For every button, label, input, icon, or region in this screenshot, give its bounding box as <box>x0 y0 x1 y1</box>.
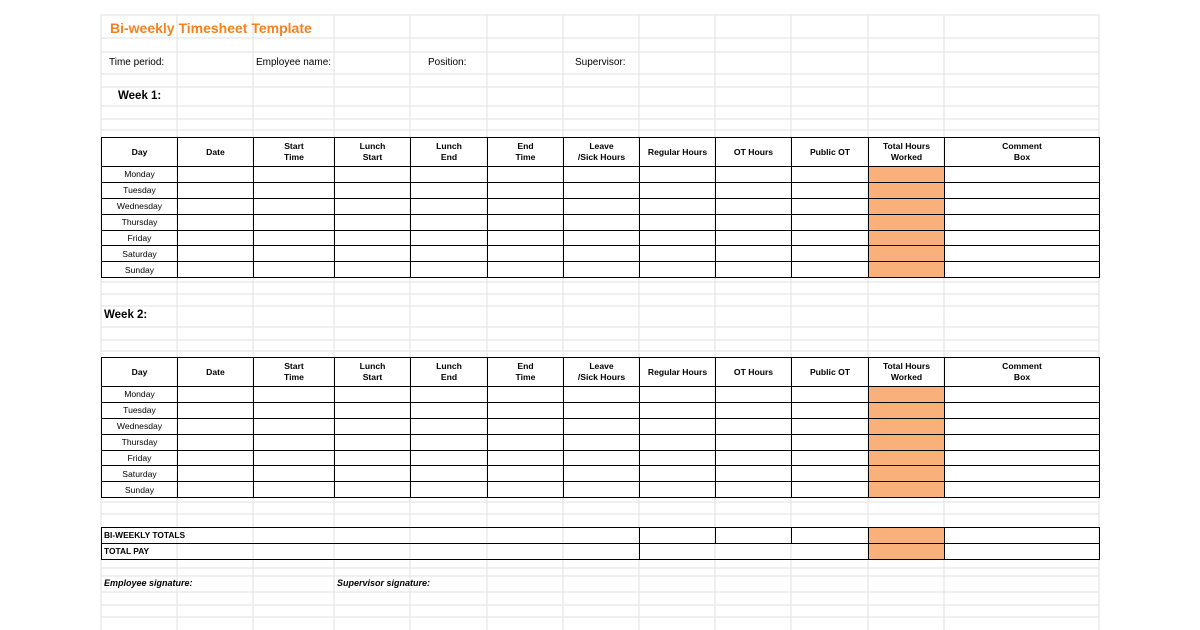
entry-cell-ot-hours[interactable] <box>716 418 792 434</box>
entry-cell-public-ot[interactable] <box>792 182 869 198</box>
entry-cell-lunch-end[interactable] <box>411 482 488 498</box>
entry-cell-lunch-end[interactable] <box>411 387 488 403</box>
entry-cell-lunch-end[interactable] <box>411 402 488 418</box>
entry-cell-lunch-start[interactable] <box>335 262 411 278</box>
entry-cell-start-time[interactable] <box>254 402 335 418</box>
column-header-line-1: Date <box>206 146 225 157</box>
entry-cell-ot-hours[interactable] <box>716 246 792 262</box>
entry-cell-ot-hours[interactable] <box>716 402 792 418</box>
column-header-line-1: Total Hours <box>882 361 931 371</box>
column-header-lunch-start <box>335 358 411 387</box>
column-header-line-2: End <box>440 152 458 162</box>
column-header-start-time <box>254 358 335 387</box>
employee-name-label: Employee name: <box>256 57 332 68</box>
column-header-day <box>102 138 178 167</box>
entry-cell-date[interactable] <box>178 482 254 498</box>
total-pay-comment-cell[interactable] <box>945 543 1100 559</box>
entry-cell-lunch-end[interactable] <box>411 167 488 183</box>
entry-cell-leave-sick-hours[interactable] <box>564 262 640 278</box>
employee-signature-label: Employee signature: <box>104 578 193 588</box>
entry-cell-regular-hours[interactable] <box>640 434 716 450</box>
entry-cell-regular-hours[interactable] <box>640 198 716 214</box>
public-ot-total-cell[interactable] <box>792 528 869 544</box>
entry-cell-lunch-start[interactable] <box>335 387 411 403</box>
entry-cell-lunch-end[interactable] <box>411 434 488 450</box>
entry-cell-regular-hours[interactable] <box>640 262 716 278</box>
entry-cell-public-ot[interactable] <box>792 167 869 183</box>
column-header-ot-hours <box>716 138 792 167</box>
table-row <box>102 402 1100 418</box>
column-header-line-2: Box <box>1013 152 1031 162</box>
entry-cell-lunch-start[interactable] <box>335 450 411 466</box>
day-cell: Monday <box>102 387 178 403</box>
entry-cell-comment-box[interactable] <box>945 434 1100 450</box>
table-row <box>102 214 1100 230</box>
entry-cell-total-hours-worked[interactable] <box>869 450 945 466</box>
column-header-line-2: Start <box>362 372 383 382</box>
entry-cell-date[interactable] <box>178 418 254 434</box>
entry-cell-total-hours-worked[interactable] <box>869 198 945 214</box>
entry-cell-start-time[interactable] <box>254 246 335 262</box>
entry-cell-regular-hours[interactable] <box>640 167 716 183</box>
page-title: Bi-weekly Timesheet Template <box>110 20 312 36</box>
entry-cell-ot-hours[interactable] <box>716 182 792 198</box>
totals-table <box>101 527 1100 560</box>
week-2-label: Week 2: <box>104 309 148 321</box>
supervisor-signature-label: Supervisor signature: <box>337 578 431 588</box>
column-header-line-2: /Sick Hours <box>577 152 626 162</box>
entry-cell-total-hours-worked[interactable] <box>869 418 945 434</box>
entry-cell-public-ot[interactable] <box>792 214 869 230</box>
column-header-line-2: Worked <box>890 152 923 162</box>
entry-cell-date[interactable] <box>178 167 254 183</box>
entry-cell-lunch-start[interactable] <box>335 482 411 498</box>
entry-cell-ot-hours[interactable] <box>716 230 792 246</box>
week-1-table <box>101 137 1100 278</box>
entry-cell-leave-sick-hours[interactable] <box>564 182 640 198</box>
day-cell: Saturday <box>102 246 178 262</box>
entry-cell-lunch-start[interactable] <box>335 434 411 450</box>
day-cell: Friday <box>102 230 178 246</box>
entry-cell-public-ot[interactable] <box>792 262 869 278</box>
column-header-leave-sick-hours <box>564 358 640 387</box>
entry-cell-date[interactable] <box>178 214 254 230</box>
entry-cell-lunch-start[interactable] <box>335 402 411 418</box>
day-cell: Thursday <box>102 214 178 230</box>
total-pay-label: TOTAL PAY <box>102 543 640 559</box>
entry-cell-lunch-end[interactable] <box>411 262 488 278</box>
column-header-line-1: Regular Hours <box>647 146 708 157</box>
entry-cell-lunch-end[interactable] <box>411 450 488 466</box>
entry-cell-leave-sick-hours[interactable] <box>564 402 640 418</box>
column-header-line-2: End <box>440 372 458 382</box>
entry-cell-regular-hours[interactable] <box>640 466 716 482</box>
entry-cell-lunch-start[interactable] <box>335 466 411 482</box>
column-header-line-1: Total Hours <box>882 141 931 151</box>
entry-cell-total-hours-worked[interactable] <box>869 214 945 230</box>
table-row <box>102 182 1100 198</box>
table-row <box>102 450 1100 466</box>
entry-cell-ot-hours[interactable] <box>716 262 792 278</box>
column-header-line-1: End <box>517 361 534 371</box>
column-header-line-1: End <box>517 141 534 151</box>
ot-hours-total-cell[interactable] <box>716 528 792 544</box>
position-label: Position: <box>428 57 467 68</box>
supervisor-label: Supervisor: <box>575 57 626 68</box>
entry-cell-start-time[interactable] <box>254 434 335 450</box>
table-row <box>102 230 1100 246</box>
entry-cell-total-hours-worked[interactable] <box>869 434 945 450</box>
column-header-total-hours-worked <box>869 358 945 387</box>
entry-cell-total-hours-worked[interactable] <box>869 230 945 246</box>
entry-cell-lunch-end[interactable] <box>411 230 488 246</box>
entry-cell-ot-hours[interactable] <box>716 482 792 498</box>
header-row <box>102 138 1100 167</box>
entry-cell-lunch-start[interactable] <box>335 198 411 214</box>
entry-cell-end-time[interactable] <box>488 466 564 482</box>
entry-cell-ot-hours[interactable] <box>716 198 792 214</box>
column-header-line-1: Date <box>206 366 225 377</box>
column-header-line-1: Day <box>131 146 148 157</box>
entry-cell-lunch-end[interactable] <box>411 418 488 434</box>
entry-cell-end-time[interactable] <box>488 387 564 403</box>
entry-cell-date[interactable] <box>178 246 254 262</box>
column-header-lunch-end <box>411 138 488 167</box>
entry-cell-ot-hours[interactable] <box>716 450 792 466</box>
entry-cell-end-time[interactable] <box>488 167 564 183</box>
table-row <box>102 262 1100 278</box>
entry-cell-date[interactable] <box>178 198 254 214</box>
column-header-line-1: OT Hours <box>733 366 774 377</box>
entry-cell-total-hours-worked[interactable] <box>869 482 945 498</box>
entry-cell-lunch-end[interactable] <box>411 246 488 262</box>
day-cell: Friday <box>102 450 178 466</box>
entry-cell-start-time[interactable] <box>254 482 335 498</box>
column-header-date <box>178 358 254 387</box>
column-header-line-2: Time <box>515 152 536 162</box>
column-header-line-2: Start <box>362 152 383 162</box>
column-header-line-1: Leave <box>589 361 614 371</box>
day-cell: Sunday <box>102 262 178 278</box>
column-header-lunch-end <box>411 358 488 387</box>
entry-cell-public-ot[interactable] <box>792 387 869 403</box>
entry-cell-ot-hours[interactable] <box>716 466 792 482</box>
entry-cell-ot-hours[interactable] <box>716 167 792 183</box>
header-row <box>102 358 1100 387</box>
entry-cell-start-time[interactable] <box>254 262 335 278</box>
column-header-line-2: Box <box>1013 372 1031 382</box>
entry-cell-start-time[interactable] <box>254 450 335 466</box>
column-header-line-2: Worked <box>890 372 923 382</box>
entry-cell-leave-sick-hours[interactable] <box>564 434 640 450</box>
entry-cell-end-time[interactable] <box>488 246 564 262</box>
entry-cell-lunch-start[interactable] <box>335 214 411 230</box>
entry-cell-leave-sick-hours[interactable] <box>564 198 640 214</box>
entry-cell-regular-hours[interactable] <box>640 182 716 198</box>
entry-cell-regular-hours[interactable] <box>640 482 716 498</box>
entry-cell-end-time[interactable] <box>488 482 564 498</box>
table-row <box>102 434 1100 450</box>
entry-cell-end-time[interactable] <box>488 182 564 198</box>
column-header-line-1: Regular Hours <box>647 366 708 377</box>
entry-cell-end-time[interactable] <box>488 434 564 450</box>
entry-cell-date[interactable] <box>178 450 254 466</box>
time-period-label: Time period: <box>109 57 165 68</box>
entry-cell-date[interactable] <box>178 262 254 278</box>
entry-cell-lunch-start[interactable] <box>335 182 411 198</box>
entry-cell-start-time[interactable] <box>254 167 335 183</box>
entry-cell-start-time[interactable] <box>254 387 335 403</box>
entry-cell-leave-sick-hours[interactable] <box>564 482 640 498</box>
entry-cell-comment-box[interactable] <box>945 482 1100 498</box>
table-row <box>102 198 1100 214</box>
entry-cell-comment-box[interactable] <box>945 230 1100 246</box>
column-header-day <box>102 358 178 387</box>
entry-cell-end-time[interactable] <box>488 262 564 278</box>
column-header-leave-sick-hours <box>564 138 640 167</box>
entry-cell-public-ot[interactable] <box>792 402 869 418</box>
entry-cell-public-ot[interactable] <box>792 418 869 434</box>
entry-cell-total-hours-worked[interactable] <box>869 402 945 418</box>
total-pay-value-cell[interactable] <box>640 543 869 559</box>
column-header-line-1: Lunch <box>359 141 386 151</box>
entry-cell-lunch-end[interactable] <box>411 466 488 482</box>
column-header-total-hours-worked <box>869 138 945 167</box>
column-header-line-1: Lunch <box>359 361 386 371</box>
entry-cell-total-hours-worked[interactable] <box>869 246 945 262</box>
day-cell: Monday <box>102 167 178 183</box>
biweekly-totals-label: BI-WEEKLY TOTALS <box>102 528 640 544</box>
entry-cell-comment-box[interactable] <box>945 387 1100 403</box>
entry-cell-date[interactable] <box>178 230 254 246</box>
entry-cell-total-hours-worked[interactable] <box>869 167 945 183</box>
entry-cell-lunch-start[interactable] <box>335 230 411 246</box>
entry-cell-public-ot[interactable] <box>792 434 869 450</box>
entry-cell-ot-hours[interactable] <box>716 214 792 230</box>
entry-cell-public-ot[interactable] <box>792 246 869 262</box>
entry-cell-total-hours-worked[interactable] <box>869 262 945 278</box>
column-header-ot-hours <box>716 358 792 387</box>
entry-cell-total-hours-worked[interactable] <box>869 387 945 403</box>
comment-total-cell[interactable] <box>945 528 1100 544</box>
column-header-end-time <box>488 358 564 387</box>
table-row <box>102 387 1100 403</box>
entry-cell-leave-sick-hours[interactable] <box>564 466 640 482</box>
entry-cell-regular-hours[interactable] <box>640 387 716 403</box>
week-2-table <box>101 357 1100 498</box>
entry-cell-regular-hours[interactable] <box>640 402 716 418</box>
week-1-label: Week 1: <box>118 90 162 102</box>
column-header-public-ot <box>792 138 869 167</box>
entry-cell-lunch-end[interactable] <box>411 214 488 230</box>
column-header-line-1: Day <box>131 366 148 377</box>
entry-cell-comment-box[interactable] <box>945 402 1100 418</box>
entry-cell-total-hours-worked[interactable] <box>869 182 945 198</box>
column-header-line-1: Public OT <box>809 146 851 157</box>
column-header-line-2: Time <box>284 372 304 382</box>
column-header-line-1: Start <box>284 361 304 371</box>
table-row <box>102 466 1100 482</box>
day-cell: Wednesday <box>102 198 178 214</box>
day-cell: Saturday <box>102 466 178 482</box>
entry-cell-comment-box[interactable] <box>945 262 1100 278</box>
entry-cell-total-hours-worked[interactable] <box>869 466 945 482</box>
entry-cell-public-ot[interactable] <box>792 482 869 498</box>
column-header-regular-hours <box>640 138 716 167</box>
entry-cell-comment-box[interactable] <box>945 418 1100 434</box>
entry-cell-end-time[interactable] <box>488 214 564 230</box>
table-row <box>102 482 1100 498</box>
total-pay-hours-cell[interactable] <box>869 543 945 559</box>
entry-cell-start-time[interactable] <box>254 230 335 246</box>
entry-cell-comment-box[interactable] <box>945 214 1100 230</box>
entry-cell-lunch-end[interactable] <box>411 182 488 198</box>
entry-cell-lunch-start[interactable] <box>335 418 411 434</box>
entry-cell-lunch-end[interactable] <box>411 198 488 214</box>
entry-cell-public-ot[interactable] <box>792 466 869 482</box>
entry-cell-date[interactable] <box>178 402 254 418</box>
column-header-line-1: Leave <box>589 141 614 151</box>
entry-cell-leave-sick-hours[interactable] <box>564 387 640 403</box>
entry-cell-ot-hours[interactable] <box>716 387 792 403</box>
entry-cell-lunch-start[interactable] <box>335 167 411 183</box>
entry-cell-end-time[interactable] <box>488 418 564 434</box>
entry-cell-date[interactable] <box>178 387 254 403</box>
entry-cell-public-ot[interactable] <box>792 230 869 246</box>
regular-hours-total-cell[interactable] <box>640 528 716 544</box>
day-cell: Sunday <box>102 482 178 498</box>
column-header-line-1: Lunch <box>436 141 462 151</box>
entry-cell-comment-box[interactable] <box>945 450 1100 466</box>
entry-cell-date[interactable] <box>178 434 254 450</box>
entry-cell-lunch-start[interactable] <box>335 246 411 262</box>
entry-cell-leave-sick-hours[interactable] <box>564 246 640 262</box>
entry-cell-date[interactable] <box>178 182 254 198</box>
entry-cell-leave-sick-hours[interactable] <box>564 418 640 434</box>
entry-cell-public-ot[interactable] <box>792 198 869 214</box>
column-header-line-1: Lunch <box>436 361 462 371</box>
column-header-line-1: OT Hours <box>733 146 774 157</box>
day-cell: Thursday <box>102 434 178 450</box>
entry-cell-regular-hours[interactable] <box>640 230 716 246</box>
total-hours-total-cell[interactable] <box>869 528 945 544</box>
day-cell: Tuesday <box>102 402 178 418</box>
total-pay-row <box>102 543 1100 559</box>
column-header-date <box>178 138 254 167</box>
column-header-line-1: Public OT <box>809 366 851 377</box>
entry-cell-start-time[interactable] <box>254 418 335 434</box>
entry-cell-comment-box[interactable] <box>945 182 1100 198</box>
entry-cell-public-ot[interactable] <box>792 450 869 466</box>
entry-cell-start-time[interactable] <box>254 466 335 482</box>
entry-cell-regular-hours[interactable] <box>640 418 716 434</box>
entry-cell-start-time[interactable] <box>254 214 335 230</box>
entry-cell-leave-sick-hours[interactable] <box>564 214 640 230</box>
entry-cell-date[interactable] <box>178 466 254 482</box>
day-cell: Wednesday <box>102 418 178 434</box>
entry-cell-end-time[interactable] <box>488 230 564 246</box>
entry-cell-comment-box[interactable] <box>945 198 1100 214</box>
entry-cell-regular-hours[interactable] <box>640 246 716 262</box>
entry-cell-comment-box[interactable] <box>945 466 1100 482</box>
entry-cell-start-time[interactable] <box>254 182 335 198</box>
column-header-start-time <box>254 138 335 167</box>
column-header-comment-box <box>945 138 1100 167</box>
column-header-lunch-start <box>335 138 411 167</box>
entry-cell-leave-sick-hours[interactable] <box>564 167 640 183</box>
column-header-comment-box <box>945 358 1100 387</box>
entry-cell-end-time[interactable] <box>488 402 564 418</box>
biweekly-totals-row <box>102 528 1100 544</box>
column-header-line-1: Comment <box>1002 141 1042 151</box>
column-header-line-2: Time <box>284 152 304 162</box>
entry-cell-ot-hours[interactable] <box>716 434 792 450</box>
entry-cell-leave-sick-hours[interactable] <box>564 230 640 246</box>
column-header-line-2: /Sick Hours <box>577 372 626 382</box>
column-header-public-ot <box>792 358 869 387</box>
entry-cell-leave-sick-hours[interactable] <box>564 450 640 466</box>
entry-cell-regular-hours[interactable] <box>640 450 716 466</box>
column-header-line-1: Comment <box>1002 361 1042 371</box>
entry-cell-end-time[interactable] <box>488 450 564 466</box>
column-header-regular-hours <box>640 358 716 387</box>
column-header-end-time <box>488 138 564 167</box>
column-header-line-1: Start <box>284 141 304 151</box>
table-row <box>102 167 1100 183</box>
entry-cell-start-time[interactable] <box>254 198 335 214</box>
table-row <box>102 418 1100 434</box>
day-cell: Tuesday <box>102 182 178 198</box>
entry-cell-comment-box[interactable] <box>945 167 1100 183</box>
column-header-line-2: Time <box>515 372 536 382</box>
entry-cell-end-time[interactable] <box>488 198 564 214</box>
entry-cell-comment-box[interactable] <box>945 246 1100 262</box>
entry-cell-regular-hours[interactable] <box>640 214 716 230</box>
table-row <box>102 246 1100 262</box>
